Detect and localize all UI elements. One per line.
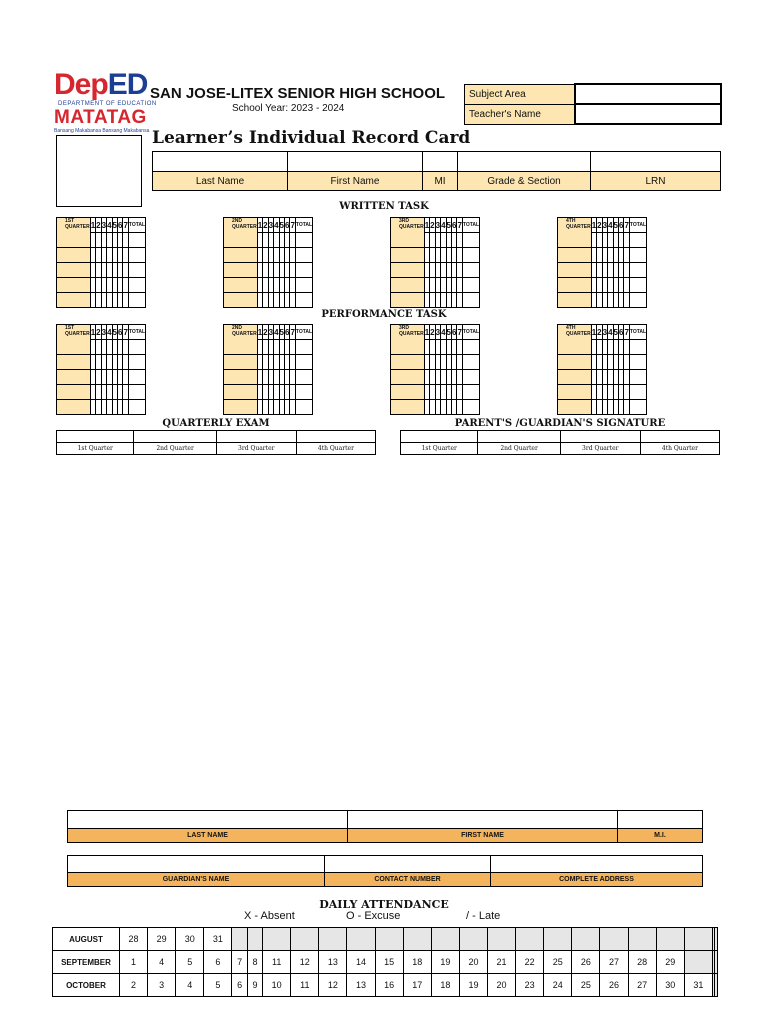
task-column-header: 5 [279, 218, 284, 233]
quarter-label-cell [57, 248, 91, 263]
quarter-label-cell [391, 385, 425, 400]
quarter-label-cell [224, 263, 258, 278]
empty-day-cell [715, 951, 718, 974]
score-cell[interactable] [462, 248, 479, 263]
day-cell[interactable]: 5 [204, 974, 232, 997]
task-column-header: 5 [112, 325, 117, 340]
task-column-header: 6 [284, 218, 289, 233]
day-cell[interactable]: 5 [176, 951, 204, 974]
day-cell[interactable]: 11 [291, 974, 319, 997]
score-cell[interactable] [128, 278, 145, 293]
score-cell[interactable] [295, 263, 312, 278]
score-cell[interactable] [462, 233, 479, 248]
score-cell[interactable] [629, 355, 646, 370]
day-cell[interactable]: 22 [516, 951, 544, 974]
task-column-header: 5 [613, 218, 618, 233]
quarter-column-label: 4th Quarter [640, 443, 719, 455]
score-cell[interactable] [629, 370, 646, 385]
quarter-label-cell [558, 248, 592, 263]
day-cell[interactable]: 8 [247, 951, 262, 974]
quarter-label: 4TH QUARTER [558, 218, 592, 248]
task-column-header: 6 [117, 218, 122, 233]
day-cell[interactable]: 20 [459, 951, 487, 974]
day-cell[interactable]: 27 [600, 951, 628, 974]
task-column-header: 5 [446, 325, 451, 340]
task-column-header: 3 [268, 218, 273, 233]
quarter-label-cell [57, 293, 91, 308]
day-cell[interactable]: 15 [375, 951, 403, 974]
task-column-header: 4 [274, 218, 279, 233]
day-cell[interactable]: 4 [148, 951, 176, 974]
score-cell[interactable] [295, 278, 312, 293]
task-column-header: 6 [451, 218, 456, 233]
quarter-label-cell [57, 355, 91, 370]
quarter-column-label: 3rd Quarter [216, 443, 296, 455]
day-cell[interactable]: 10 [263, 974, 291, 997]
back-first-name-label: FIRST NAME [348, 829, 618, 843]
sig-cell[interactable] [560, 431, 640, 443]
quarter-label-cell [224, 370, 258, 385]
task-column-header: 7 [624, 325, 629, 340]
quarter-label-cell [558, 263, 592, 278]
back-name-table [67, 810, 703, 843]
task-column-header: 4 [107, 218, 112, 233]
task-column-header: 2 [96, 218, 101, 233]
task-column-header: 7 [457, 218, 462, 233]
task-column-header: 3 [602, 218, 607, 233]
month-label: AUGUST [53, 928, 120, 951]
task-column-header: 5 [279, 325, 284, 340]
contact-number-label: CONTACT NUMBER [325, 873, 491, 887]
qe-cell[interactable] [57, 431, 134, 443]
task-column-header: TOTAL [128, 325, 145, 340]
name-field-label: Grade & Section [458, 172, 591, 191]
score-cell[interactable] [128, 248, 145, 263]
quarter-label-cell [57, 400, 91, 415]
day-cell[interactable]: 11 [263, 951, 291, 974]
month-label: SEPTEMBER [53, 951, 120, 974]
logo-ed-text: ED [107, 68, 148, 101]
day-cell[interactable]: 9 [247, 974, 262, 997]
empty-day-cell [572, 928, 600, 951]
day-cell[interactable]: 31 [204, 928, 232, 951]
day-cell[interactable]: 13 [319, 951, 347, 974]
complete-address-field[interactable] [491, 856, 703, 873]
task-column-header: 6 [451, 325, 456, 340]
empty-day-cell [431, 928, 459, 951]
page-title: Learner’s Individual Record Card [152, 128, 471, 148]
quarter-label-cell [224, 400, 258, 415]
score-cell[interactable] [462, 400, 479, 415]
quarter-label-cell [391, 400, 425, 415]
empty-day-cell [488, 928, 516, 951]
task-column-header: TOTAL [128, 218, 145, 233]
task-column-header: 6 [618, 325, 623, 340]
day-cell[interactable]: 26 [572, 951, 600, 974]
quarter-label-cell [224, 293, 258, 308]
task-column-header: 6 [618, 218, 623, 233]
day-cell[interactable]: 1 [120, 951, 148, 974]
score-cell[interactable] [629, 263, 646, 278]
quarter-column-label: 4th Quarter [296, 443, 375, 455]
day-cell[interactable]: 6 [204, 951, 232, 974]
task-column-header: 7 [290, 218, 295, 233]
day-cell[interactable]: 3 [148, 974, 176, 997]
quarter-column-label: 2nd Quarter [134, 443, 216, 455]
school-name: SAN JOSE-LITEX SENIOR HIGH SCHOOL [150, 85, 446, 102]
task-column-header: 3 [602, 325, 607, 340]
task-column-header: 4 [441, 218, 446, 233]
quarterly-exam-labels [57, 443, 376, 455]
empty-day-cell [516, 928, 544, 951]
quarter-label-cell [224, 355, 258, 370]
task-column-header: 2 [96, 325, 101, 340]
quarter-label: 3RD QUARTER [391, 218, 425, 248]
day-cell[interactable]: 13 [347, 974, 375, 997]
written-task-heading: WRITTEN TASK [339, 201, 429, 212]
day-cell[interactable]: 29 [656, 951, 684, 974]
task-column-header: 7 [290, 325, 295, 340]
quarter-label-cell [391, 278, 425, 293]
quarter-column-label: 1st Quarter [57, 443, 134, 455]
empty-day-cell [247, 928, 262, 951]
score-cell[interactable] [629, 340, 646, 355]
task-column-header: 3 [435, 218, 440, 233]
task-column-header: 3 [268, 325, 273, 340]
day-cell[interactable]: 28 [120, 928, 148, 951]
empty-day-cell [263, 928, 291, 951]
logo-department-text: DEPARTMENT OF EDUCATION [58, 101, 157, 107]
empty-day-cell [319, 928, 347, 951]
task-column-header: 6 [284, 325, 289, 340]
task-column-header: 4 [274, 325, 279, 340]
task-column-header: TOTAL [629, 325, 646, 340]
task-column-header: 6 [117, 325, 122, 340]
score-cell[interactable] [128, 293, 145, 308]
quarter-grid [557, 217, 647, 308]
day-cell[interactable]: 30 [176, 928, 204, 951]
score-cell[interactable] [629, 293, 646, 308]
parent-signature-labels [401, 443, 720, 455]
quarter-label: 2ND QUARTER [224, 325, 258, 355]
name-field-label: LRN [591, 172, 721, 191]
quarter-label-cell [391, 248, 425, 263]
task-column-header: 7 [123, 218, 128, 233]
task-column-header: 2 [263, 218, 268, 233]
empty-day-cell [656, 928, 684, 951]
quarter-label-cell [391, 355, 425, 370]
score-cell[interactable] [462, 293, 479, 308]
day-cell[interactable]: 21 [488, 951, 516, 974]
empty-day-cell [628, 928, 656, 951]
task-column-header: 4 [608, 218, 613, 233]
complete-address-label: COMPLETE ADDRESS [491, 873, 703, 887]
score-cell[interactable] [462, 370, 479, 385]
learner-name-table [152, 151, 721, 191]
score-cell[interactable] [128, 263, 145, 278]
day-cell[interactable]: 12 [291, 951, 319, 974]
logo-matatag-text: MATATAG [54, 107, 147, 128]
task-column-header: 3 [101, 218, 106, 233]
back-mi-field[interactable] [618, 811, 703, 829]
quarter-column-label: 3rd Quarter [560, 443, 640, 455]
quarterly-exam-heading: QUARTERLY EXAM [162, 418, 270, 429]
empty-day-cell [375, 928, 403, 951]
empty-day-cell [291, 928, 319, 951]
quarter-label: 1ST QUARTER [57, 325, 91, 355]
first-name-field[interactable] [288, 152, 423, 172]
day-cell[interactable]: 16 [375, 974, 403, 997]
name-label-row [153, 172, 721, 191]
quarter-grid [390, 217, 480, 308]
quarter-label-cell [558, 370, 592, 385]
day-cell[interactable]: 12 [319, 974, 347, 997]
lrn-field[interactable] [591, 152, 721, 172]
attendance-row [53, 974, 718, 997]
teacher-name-label: Teacher's Name [465, 104, 576, 124]
task-column-header: 3 [435, 325, 440, 340]
task-column-header: 1 [257, 325, 262, 340]
score-cell[interactable] [128, 385, 145, 400]
quarter-label-cell [558, 293, 592, 308]
score-cell[interactable] [629, 248, 646, 263]
quarter-label-cell [391, 370, 425, 385]
score-cell[interactable] [629, 400, 646, 415]
school-year: School Year: 2023 - 2024 [232, 103, 345, 114]
score-cell[interactable] [462, 278, 479, 293]
score-cell[interactable] [462, 340, 479, 355]
quarter-column-label: 1st Quarter [401, 443, 478, 455]
quarter-label-cell [224, 385, 258, 400]
score-cell[interactable] [128, 355, 145, 370]
task-column-header: TOTAL [295, 218, 312, 233]
day-cell[interactable]: 26 [600, 974, 628, 997]
legend-late: / - Late [466, 910, 501, 922]
task-column-header: 4 [107, 325, 112, 340]
quarter-label-cell [224, 278, 258, 293]
quarter-label-cell [57, 278, 91, 293]
subject-area-field[interactable] [575, 84, 721, 104]
score-cell[interactable] [462, 385, 479, 400]
day-cell[interactable]: 28 [628, 951, 656, 974]
task-column-header: 1 [424, 325, 429, 340]
task-column-header: 2 [597, 218, 602, 233]
day-cell[interactable]: 27 [628, 974, 656, 997]
sig-cell[interactable] [401, 431, 478, 443]
quarter-label: 4TH QUARTER [558, 325, 592, 355]
score-cell[interactable] [295, 385, 312, 400]
day-cell[interactable]: 4 [176, 974, 204, 997]
day-cell[interactable]: 7 [232, 951, 247, 974]
day-cell[interactable]: 17 [403, 974, 431, 997]
quarter-grid [223, 324, 313, 415]
photo-box [56, 135, 142, 207]
quarter-label-cell [57, 370, 91, 385]
score-cell[interactable] [629, 233, 646, 248]
back-mi-label: M.I. [618, 829, 703, 843]
score-cell[interactable] [295, 248, 312, 263]
day-cell[interactable]: 18 [403, 951, 431, 974]
task-column-header: 7 [624, 218, 629, 233]
name-field-label: MI [423, 172, 458, 191]
empty-day-cell [347, 928, 375, 951]
last-name-field[interactable] [153, 152, 288, 172]
score-cell[interactable] [295, 370, 312, 385]
day-cell[interactable]: 30 [656, 974, 684, 997]
score-cell[interactable] [128, 370, 145, 385]
score-cell[interactable] [295, 340, 312, 355]
parent-signature-table [400, 430, 720, 455]
empty-day-cell [684, 951, 712, 974]
parent-signature-heading: PARENT'S /GUARDIAN'S SIGNATURE [454, 418, 666, 429]
subject-teacher-table [464, 83, 722, 125]
task-column-header: 1 [90, 325, 95, 340]
day-cell[interactable]: 23 [516, 974, 544, 997]
name-field-label: First Name [288, 172, 423, 191]
attendance-row [53, 951, 718, 974]
day-cell[interactable]: 19 [431, 951, 459, 974]
task-column-header: 1 [257, 218, 262, 233]
task-column-header: 2 [430, 218, 435, 233]
empty-day-cell [459, 928, 487, 951]
quarter-label: 3RD QUARTER [391, 325, 425, 355]
day-cell[interactable]: 29 [148, 928, 176, 951]
back-last-name-label: LAST NAME [68, 829, 348, 843]
quarter-label-cell [224, 248, 258, 263]
day-cell[interactable]: 25 [544, 951, 572, 974]
score-cell[interactable] [295, 233, 312, 248]
day-cell[interactable]: 2 [120, 974, 148, 997]
sig-cell[interactable] [640, 431, 719, 443]
task-column-header: 3 [101, 325, 106, 340]
day-cell[interactable]: 20 [488, 974, 516, 997]
task-column-header: 1 [424, 218, 429, 233]
task-column-header: TOTAL [462, 218, 479, 233]
back-last-name-field[interactable] [68, 811, 348, 829]
task-column-header: 1 [591, 325, 596, 340]
qe-cell[interactable] [216, 431, 296, 443]
quarter-label-cell [57, 263, 91, 278]
quarter-label-cell [558, 355, 592, 370]
task-column-header: 2 [597, 325, 602, 340]
day-cell[interactable]: 31 [684, 974, 712, 997]
guardian-name-field[interactable] [68, 856, 325, 873]
task-column-header: TOTAL [295, 325, 312, 340]
quarter-label-cell [391, 263, 425, 278]
day-cell[interactable]: 18 [431, 974, 459, 997]
contact-number-field[interactable] [325, 856, 491, 873]
quarter-grid [390, 324, 480, 415]
attendance-row [53, 928, 718, 951]
quarter-label: 1ST QUARTER [57, 218, 91, 248]
day-cell[interactable]: 24 [544, 974, 572, 997]
quarter-label-cell [391, 293, 425, 308]
task-column-header: 1 [591, 218, 596, 233]
quarter-label-cell [558, 278, 592, 293]
empty-day-cell [715, 928, 718, 951]
empty-day-cell [684, 928, 712, 951]
day-cell[interactable]: 6 [232, 974, 247, 997]
day-cell[interactable]: 19 [459, 974, 487, 997]
legend-absent: X - Absent [244, 910, 295, 922]
day-cell[interactable]: 25 [572, 974, 600, 997]
score-cell[interactable] [128, 400, 145, 415]
quarter-label-cell [558, 385, 592, 400]
logo-dep-text: Dep [54, 68, 108, 101]
sig-cell[interactable] [478, 431, 560, 443]
task-column-header: 2 [430, 325, 435, 340]
quarter-grid [56, 217, 146, 308]
task-column-header: TOTAL [629, 218, 646, 233]
task-column-header: 5 [613, 325, 618, 340]
score-cell[interactable] [295, 293, 312, 308]
quarterly-exam-table [56, 430, 376, 455]
score-cell[interactable] [295, 355, 312, 370]
deped-logo [54, 70, 147, 100]
score-cell[interactable] [629, 278, 646, 293]
score-cell[interactable] [295, 400, 312, 415]
legend-excuse: O - Excuse [346, 910, 401, 922]
mi-field[interactable] [423, 152, 458, 172]
empty-day-cell [232, 928, 247, 951]
qe-cell[interactable] [134, 431, 216, 443]
empty-day-cell [544, 928, 572, 951]
quarter-label-cell [558, 400, 592, 415]
attendance-table [52, 927, 718, 997]
back-first-name-field[interactable] [348, 811, 618, 829]
logo-tagline: Bansang Makabansa Bansang Makabansa [54, 128, 150, 134]
grade-section-field[interactable] [458, 152, 591, 172]
task-column-header: TOTAL [462, 325, 479, 340]
score-cell[interactable] [128, 340, 145, 355]
guardian-name-label: GUARDIAN'S NAME [68, 873, 325, 887]
score-cell[interactable] [462, 263, 479, 278]
score-cell[interactable] [462, 355, 479, 370]
guardian-table [67, 855, 703, 887]
task-column-header: 1 [90, 218, 95, 233]
quarter-label: 2ND QUARTER [224, 218, 258, 248]
teacher-name-field[interactable] [575, 104, 721, 124]
task-column-header: 7 [123, 325, 128, 340]
task-column-header: 2 [263, 325, 268, 340]
task-column-header: 7 [457, 325, 462, 340]
score-cell[interactable] [128, 233, 145, 248]
quarter-grid [557, 324, 647, 415]
quarter-grid [56, 324, 146, 415]
qe-cell[interactable] [296, 431, 375, 443]
quarter-label-cell [57, 385, 91, 400]
score-cell[interactable] [629, 385, 646, 400]
month-label: OCTOBER [53, 974, 120, 997]
task-column-header: 5 [446, 218, 451, 233]
performance-task-heading: PERFORMANCE TASK [321, 309, 447, 320]
subject-area-label: Subject Area [465, 84, 576, 104]
task-column-header: 5 [112, 218, 117, 233]
empty-day-cell [715, 974, 718, 997]
task-column-header: 4 [608, 325, 613, 340]
attendance-heading: DAILY ATTENDANCE [319, 898, 449, 911]
quarter-grid [223, 217, 313, 308]
task-column-header: 4 [441, 325, 446, 340]
day-cell[interactable]: 14 [347, 951, 375, 974]
empty-day-cell [600, 928, 628, 951]
quarter-column-label: 2nd Quarter [478, 443, 560, 455]
name-field-label: Last Name [153, 172, 288, 191]
empty-day-cell [403, 928, 431, 951]
